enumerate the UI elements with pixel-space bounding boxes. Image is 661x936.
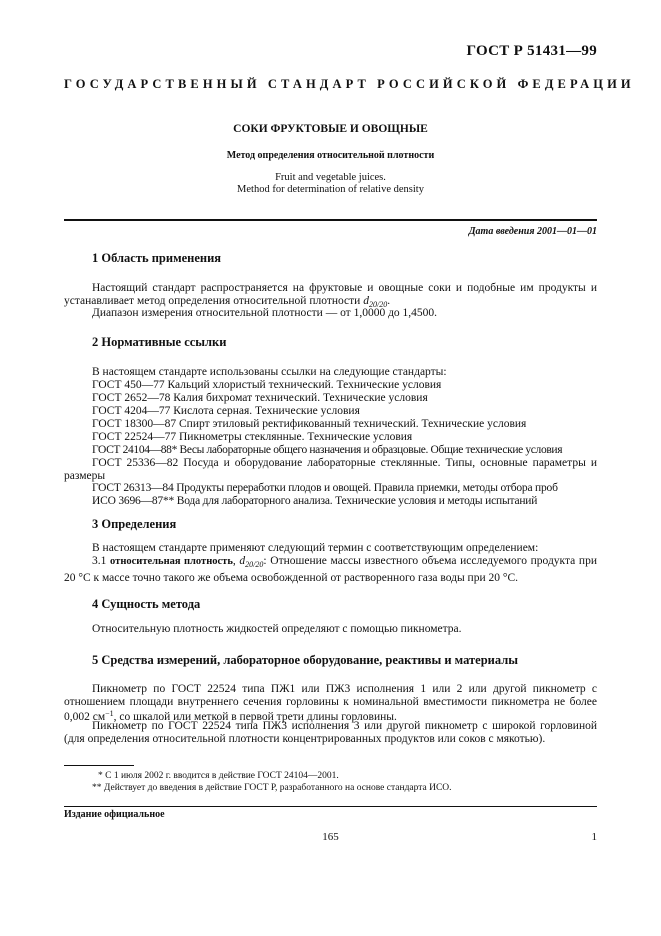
official-edition-label: Издание официальное <box>64 809 165 820</box>
term-separator: , <box>232 555 240 567</box>
definition-text: : Отношение массы известного объема исследуемого продукта при 20 °С к массе точно такого же объема освобожденной от растворенного газа воды при 20 °С. <box>64 555 597 584</box>
section-4-heading: 4 Сущность метода <box>92 597 201 611</box>
unit-exponent: −1 <box>105 709 114 718</box>
english-title-line-1: Fruit and vegetable juices. <box>275 172 386 183</box>
title-divider <box>64 219 597 221</box>
section-5-text: Пикнометр по ГОСТ 22524 типа ПЖ1 или ПЖ3 исполнения 1 или 2 или другой пикнометр с отношением площади внутреннего сечения горловины к номинальной вместимости пикнометра не более 0,002 см <box>64 683 597 723</box>
reference-item: ГОСТ 24104—88* Весы лабораторные общего назначения и образцовые. Общие технические условия <box>92 444 563 456</box>
section-3-intro: В настоящем стандарте применяют следующий термин с соответствующим определением: <box>92 542 539 554</box>
defined-term: относительная плотность <box>110 556 233 567</box>
sheet-number: 1 <box>591 831 597 843</box>
state-standard-banner: ГОСУДАРСТВЕННЫЙ СТАНДАРТ РОССИЙСКОЙ ФЕДЕРАЦИИ <box>64 77 635 91</box>
introduction-date: Дата введения 2001—01—01 <box>468 226 597 237</box>
section-1-text: Настоящий стандарт распространяется на фруктовые и овощные соки и подобные им продукты и устанавливает метод определения относительной плотности <box>64 282 597 307</box>
section-5-text-end: , со шкалой или меткой в первой трети длины горловины. <box>113 711 397 723</box>
footnote-1: * С 1 июля 2002 г. вводится в действие ГОСТ 24104—2001. <box>98 771 339 781</box>
reference-item: ИСО 3696—87** Вода для лабораторного анализа. Технические условия и методы испытаний <box>92 495 538 507</box>
section-3-heading: 3 Определения <box>92 517 177 531</box>
section-1-paragraph-2: Диапазон измерения относительной плотности — от 1,0000 до 1,4500. <box>92 307 438 319</box>
page-number: 165 <box>322 831 339 843</box>
reference-item: ГОСТ 26313—84 Продукты переработки плодов и овощей. Правила приемки, методы отбора проб <box>92 482 558 494</box>
footer-divider <box>64 806 597 807</box>
document-title: СОКИ ФРУКТОВЫЕ И ОВОЩНЫЕ <box>233 123 428 135</box>
section-1-heading: 1 Область применения <box>92 251 222 265</box>
document-subtitle: Метод определения относительной плотности <box>226 150 435 161</box>
english-title-line-2: Method for determination of relative density <box>237 184 424 195</box>
gost-code: ГОСТ Р 51431—99 <box>466 43 597 59</box>
symbol-d-subscript: 20/20 <box>368 299 388 309</box>
section-5-heading: 5 Средства измерений, лабораторное оборудование, реактивы и материалы <box>92 653 519 667</box>
section-5-paragraph-1 <box>64 683 597 724</box>
reference-item-long: ГОСТ 25336—82 Посуда и оборудование лабораторные стеклянные. Типы, основные параметры и размеры <box>64 457 597 482</box>
section-5-paragraph-2: Пикнометр по ГОСТ 22524 типа ПЖ3 исполнения 3 или другой пикнометр с широкой горловиной (для определения относительной плотности концентрированных продуктов или соков с мякотью). <box>64 720 597 745</box>
reference-item: ГОСТ 4204—77 Кислота серная. Технические условия <box>92 405 360 417</box>
section-4-paragraph: Относительную плотность жидкостей определяют с помощью пикнометра. <box>92 623 462 635</box>
clause-number: 3.1 <box>92 555 111 567</box>
section-2-heading: 2 Нормативные ссылки <box>92 335 227 349</box>
section-1-period: . <box>387 294 391 307</box>
symbol-d: d <box>239 555 246 567</box>
reference-item: ГОСТ 450—77 Кальций хлористый технический. Технические условия <box>92 379 442 391</box>
section-2-intro: В настоящем стандарте использованы ссылки на следующие стандарты: <box>92 366 447 378</box>
symbol-d-subscript: 20/20 <box>245 560 264 569</box>
reference-item: ГОСТ 22524—77 Пикнометры стеклянные. Технические условия <box>92 431 413 443</box>
reference-item: ГОСТ 18300—87 Спирт этиловый ректификованный технический. Технические условия <box>92 418 527 430</box>
english-title <box>64 172 597 196</box>
footnote-2: ** Действует до введения в действие ГОСТ Р, разработанного на основе стандарта ИСО. <box>92 783 452 793</box>
symbol-d: d <box>363 294 369 307</box>
section-3-definition <box>64 555 597 584</box>
footnote-divider <box>64 765 134 766</box>
reference-item: ГОСТ 2652—78 Калия бихромат технический. Технические условия <box>92 392 428 404</box>
